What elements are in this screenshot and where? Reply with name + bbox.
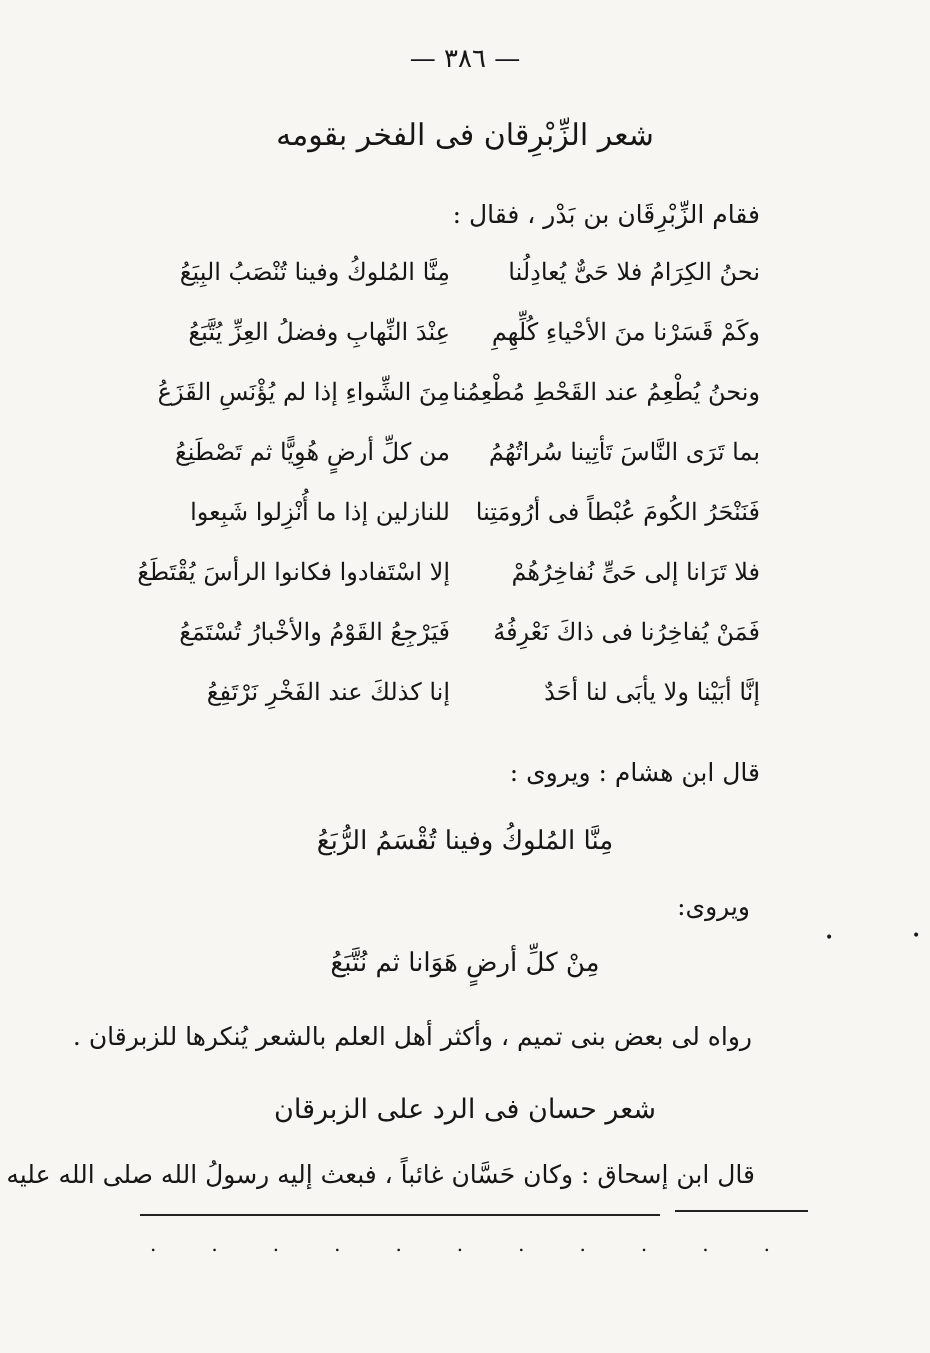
dot: . [334,1232,341,1256]
verse-second-hemistich: من كلِّ أرضٍ هُوِيًّا ثم تَصْطَنِعُ [174,438,450,466]
verse-second-hemistich: مِنَ الشِّواءِ إذا لم يُؤْنَسِ القَزَعُ [157,378,450,406]
divider-rule [675,1210,808,1212]
poem-verse [150,678,760,738]
dot: . [456,1232,464,1256]
poem-verse [150,438,760,498]
verse-second-hemistich: فَيَرْجِعُ القَوْمُ والأخْبارُ تُسْتَمَعُ [179,618,450,646]
verse-second-hemistich: مِنَّا المُلوكُ وفينا تُنْصَبُ البِيَعُ [179,258,450,286]
verse-first-hemistich: فَنَنْحَرُ الكُومَ عُبْطاً فى أرُومَتِنا [475,498,760,526]
dot: . [763,1232,770,1256]
poem-verse [150,498,760,558]
poem-verse [150,618,760,678]
poem [137,258,760,738]
dot: . [211,1232,218,1256]
poem-verse [137,558,760,618]
section2-title: شعر حسان فى الرد على الزبرقان [274,1094,656,1125]
verse-second-hemistich: عِنْدَ النِّهابِ وفضلُ العِزِّ يُتَّبَعُ [188,318,450,346]
attribution-note: رواه لى بعض بنى تميم ، وأكثر أهل العلم بالشعر يُنكرها للزبرقان . [72,1022,752,1051]
poem-verse [150,318,760,378]
section-title: شعر الزِّبْرِقان فى الفخر بقومه [276,118,654,153]
variant-verse-2: مِنْ كلِّ أرضٍ هَوَانا ثم نُتَّبَعُ [330,948,600,978]
verse-first-hemistich: فَمَنْ يُفاخِرُنا فى ذاكَ نَعْرِفُهُ [493,618,760,646]
verse-first-hemistich: إنَّا أبَيْنا ولا يأبَى لنا أحَدٌ [544,678,760,706]
poem-verse [150,378,760,438]
verse-first-hemistich: فلا تَرَانا إلى حَىٍّ نُفاخِرُهُمْ [511,558,760,586]
dot: . [395,1232,402,1256]
intro-line: فقام الزِّبْرِقَان بن بَدْر ، فقال : [452,200,760,229]
verse-second-hemistich: إلا اسْتَفادوا فكانوا الرأسَ يُقْتَطَعُ [137,558,450,586]
verse-second-hemistich: إنا كذلكَ عند الفَخْرِ نَرْتَفِعُ [206,678,450,706]
dot: . [518,1232,525,1256]
poem-verse [150,258,760,318]
verse-second-hemistich: للنازلين إذا ما أُنْزِلوا شَبِعوا [190,498,450,526]
variant-verse-1: مِنَّا المُلوكُ وفينا تُقْسَمُ الرُّبَعُ [316,826,614,856]
dot: . [272,1232,280,1256]
verse-first-hemistich: وكَمْ قَسَرْنا منَ الأحْياءِ كُلِّهِمِ [491,318,760,346]
dot: . [702,1232,709,1256]
dot: . [640,1232,648,1256]
dot-row [150,1232,770,1256]
page-number: — ٣٨٦ — [409,44,521,74]
verse-first-hemistich: ونحنُ يُطْعِمُ عند القَحْطِ مُطْعِمُنا [452,378,760,406]
divider-rule [140,1214,660,1216]
scan-speck: • [825,930,834,946]
footer-text-line: قال ابن إسحاق : وكان حَسَّان غائباً ، فبعث إليه رسولُ الله صلى الله عليه [6,1160,755,1189]
variant-label: ويروى: [677,892,750,921]
verse-first-hemistich: نحنُ الكِرَامُ فلا حَىٌّ يُعادِلُنا [508,258,760,286]
note-ibn-hisham-label: قال ابن هشام : ويروى : [509,758,760,787]
dot: . [579,1232,586,1256]
dot: . [150,1232,157,1256]
verse-first-hemistich: بما تَرَى النَّاسَ تَأتِينا سُراتُهُمُ [488,438,760,466]
scan-speck: • [912,928,921,944]
